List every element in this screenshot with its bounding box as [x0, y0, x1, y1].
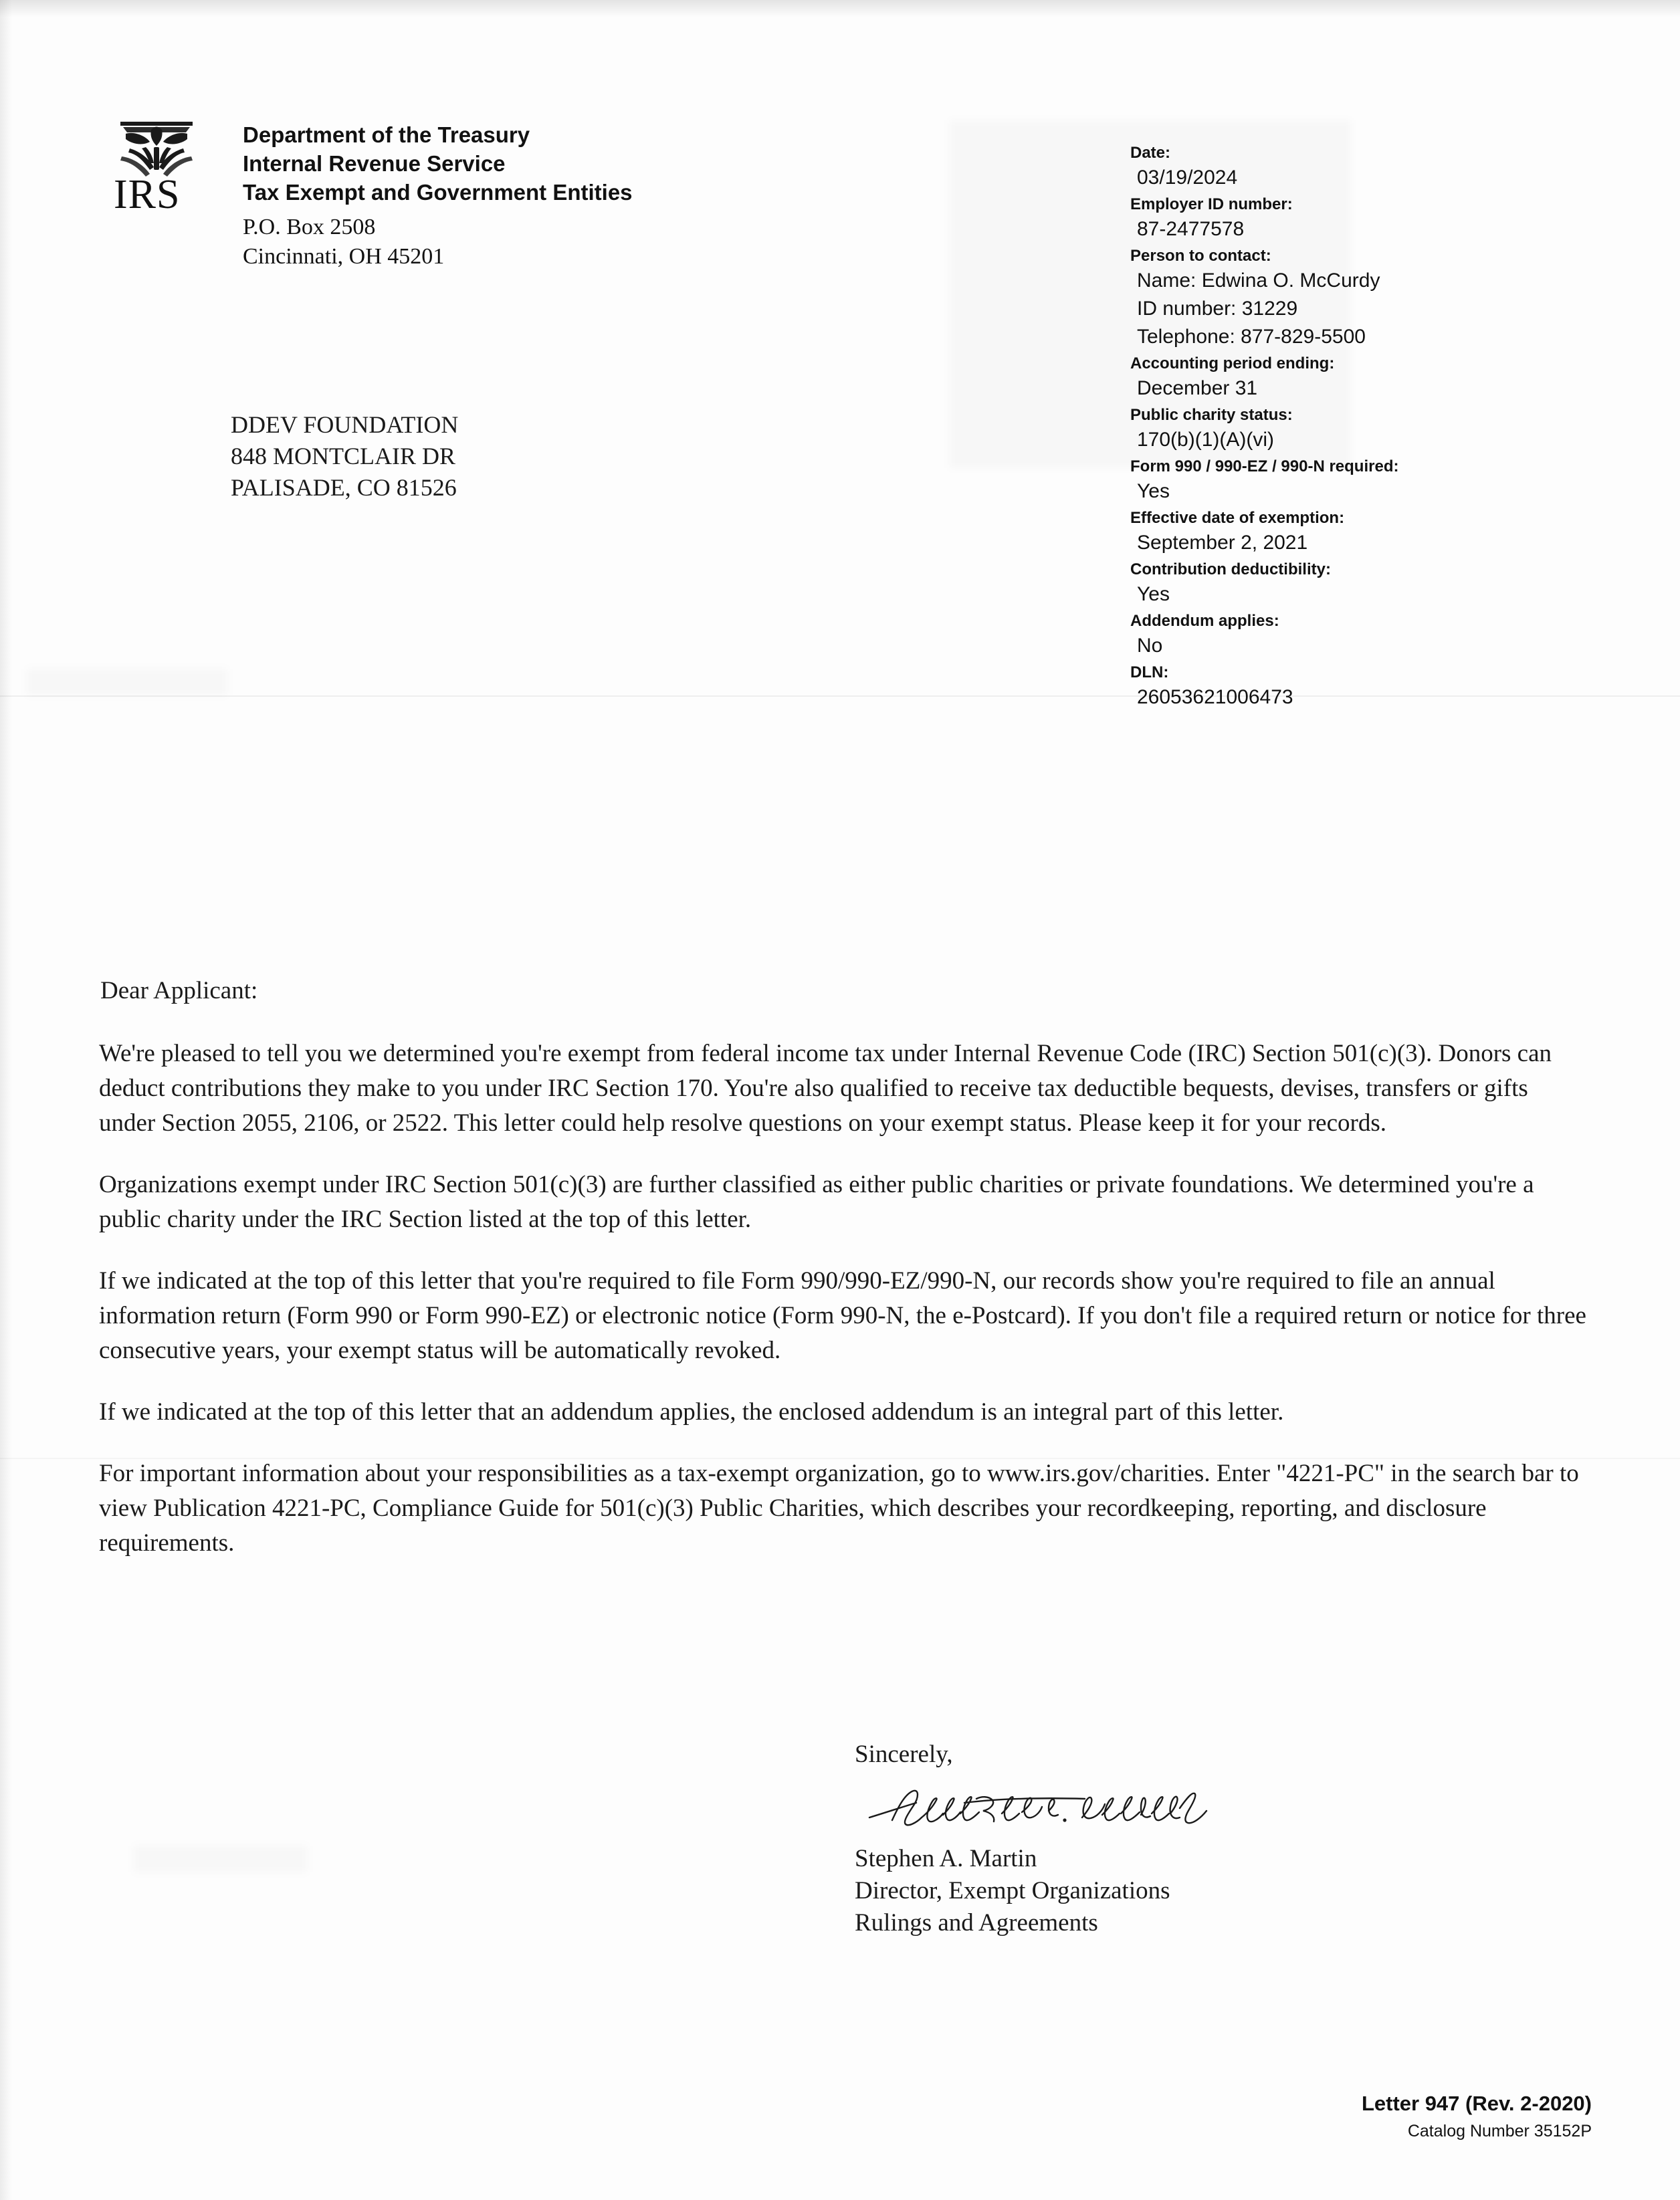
meta-label-dln: DLN: — [1130, 663, 1169, 681]
body-paragraph-1: We're pleased to tell you we determined you're exempt from federal income tax under Internal Revenue Code (IRC) Section 501(c)(3). Donors can deduct contributions they make to you under IRC Section 170. You're also qualified to receive tax deductible bequests, devises, transfers or gifts under Section 2055, 2106, or 2522. This letter could help resolve questions on your exempt status. Please keep it for your records. — [99, 1040, 1552, 1137]
irs-eagle-icon — [116, 119, 197, 178]
meta-row-addendum — [1130, 610, 1598, 660]
agency-line-division: Tax Exempt and Government Entities — [243, 180, 633, 205]
body-paragraph-4: If we indicated at the top of this letter that an addendum applies, the enclosed addendum is an integral part of this letter. — [99, 1398, 1284, 1426]
meta-value-accounting-period: December 31 — [1137, 377, 1258, 399]
irs-wordmark: IRS — [114, 172, 181, 217]
meta-value-dln: 26053621006473 — [1137, 686, 1293, 708]
signature-block — [855, 1739, 1457, 1939]
meta-row-contact — [1130, 245, 1598, 351]
meta-value-effective-date: September 2, 2021 — [1137, 532, 1308, 554]
body-paragraph-3: If we indicated at the top of this letter that you're required to file Form 990/990-EZ/990-N, our records show you're required to file an annual information return (Form 990 or Form 990-EZ) or electronic notice (Form 990-N, the e-Postcard). If you don't file a required return or notice for three consecutive years, your exempt status will be automatically revoked. — [99, 1267, 1586, 1364]
meta-row-public-charity-status — [1130, 404, 1598, 454]
recipient-city-state-zip: PALISADE, CO 81526 — [231, 474, 457, 501]
meta-label-form-required: Form 990 / 990-EZ / 990-N required: — [1130, 457, 1399, 475]
signer-division: Rulings and Agreements — [855, 1909, 1098, 1937]
meta-value-contact-name: Name: Edwina O. McCurdy — [1137, 269, 1380, 292]
meta-value-public-charity-status: 170(b)(1)(A)(vi) — [1137, 429, 1275, 451]
meta-label-accounting-period: Accounting period ending: — [1130, 354, 1335, 372]
meta-row-date — [1130, 142, 1598, 192]
footer-catalog-number: Catalog Number 35152P — [1407, 2122, 1592, 2140]
sender-address-line-2: Cincinnati, OH 45201 — [243, 244, 445, 269]
meta-value-contact-id: ID number: 31229 — [1137, 298, 1298, 320]
agency-line-department: Department of the Treasury — [243, 122, 530, 147]
signer-name: Stephen A. Martin — [855, 1845, 1037, 1872]
sender-address — [243, 213, 444, 271]
scan-artifact-smudge — [134, 1846, 308, 1872]
scan-edge-shadow-left — [0, 0, 12, 2200]
letter-metadata — [1130, 142, 1598, 713]
meta-value-contribution-deductibility: Yes — [1137, 583, 1170, 605]
meta-label-contribution-deductibility: Contribution deductibility: — [1130, 560, 1331, 578]
recipient-street: 848 MONTCLAIR DR — [231, 443, 456, 469]
meta-value-ein: 87-2477578 — [1137, 218, 1245, 240]
sender-address-line-1: P.O. Box 2508 — [243, 215, 376, 239]
footer-letter-number: Letter 947 (Rev. 2-2020) — [1361, 2092, 1592, 2115]
agency-block — [243, 120, 885, 207]
meta-label-contact: Person to contact: — [1130, 247, 1271, 265]
signer-title: Director, Exempt Organizations — [855, 1877, 1170, 1904]
meta-row-form-required — [1130, 455, 1598, 506]
meta-value-contact-telephone: Telephone: 877-829-5500 — [1137, 326, 1366, 348]
recipient-name: DDEV FOUNDATION — [231, 411, 459, 438]
meta-row-contribution-deductibility — [1130, 558, 1598, 609]
scan-artifact-smudge — [27, 669, 227, 695]
meta-row-accounting-period — [1130, 352, 1598, 403]
agency-line-service: Internal Revenue Service — [243, 151, 506, 176]
meta-label-public-charity-status: Public charity status: — [1130, 406, 1293, 424]
salutation: Dear Applicant: — [100, 977, 258, 1004]
scan-edge-shadow-top — [0, 0, 1680, 17]
meta-value-date: 03/19/2024 — [1137, 167, 1238, 189]
meta-row-dln — [1130, 661, 1598, 711]
meta-label-date: Date: — [1130, 144, 1171, 162]
meta-value-addendum: No — [1137, 635, 1163, 657]
irs-logo — [112, 119, 233, 215]
body-paragraph-5: For important information about your responsibilities as a tax-exempt organization, go to www.irs.gov/charities. Enter "4221-PC" in the search bar to view Publication 4221-PC, Compliance Guide for 501(c)(3) Public Charities, which describes your recordkeeping, reporting, and disclosure requirements. — [99, 1460, 1579, 1557]
meta-label-addendum: Addendum applies: — [1130, 612, 1279, 630]
meta-row-ein — [1130, 193, 1598, 243]
footer — [1362, 2090, 1592, 2142]
closing-salutation: Sincerely, — [855, 1741, 953, 1768]
body-paragraph-2: Organizations exempt under IRC Section 501(c)(3) are further classified as either public charities or private foundations. We determined you're a public charity under the IRC Section listed at the top of this letter. — [99, 1171, 1534, 1233]
meta-label-ein: Employer ID number: — [1130, 195, 1293, 213]
meta-value-form-required: Yes — [1137, 480, 1170, 502]
meta-row-effective-date — [1130, 507, 1598, 557]
recipient-address — [231, 409, 458, 504]
meta-label-effective-date: Effective date of exemption: — [1130, 509, 1345, 527]
letter-body — [99, 975, 1597, 1587]
handwritten-signature-icon — [864, 1776, 1457, 1840]
